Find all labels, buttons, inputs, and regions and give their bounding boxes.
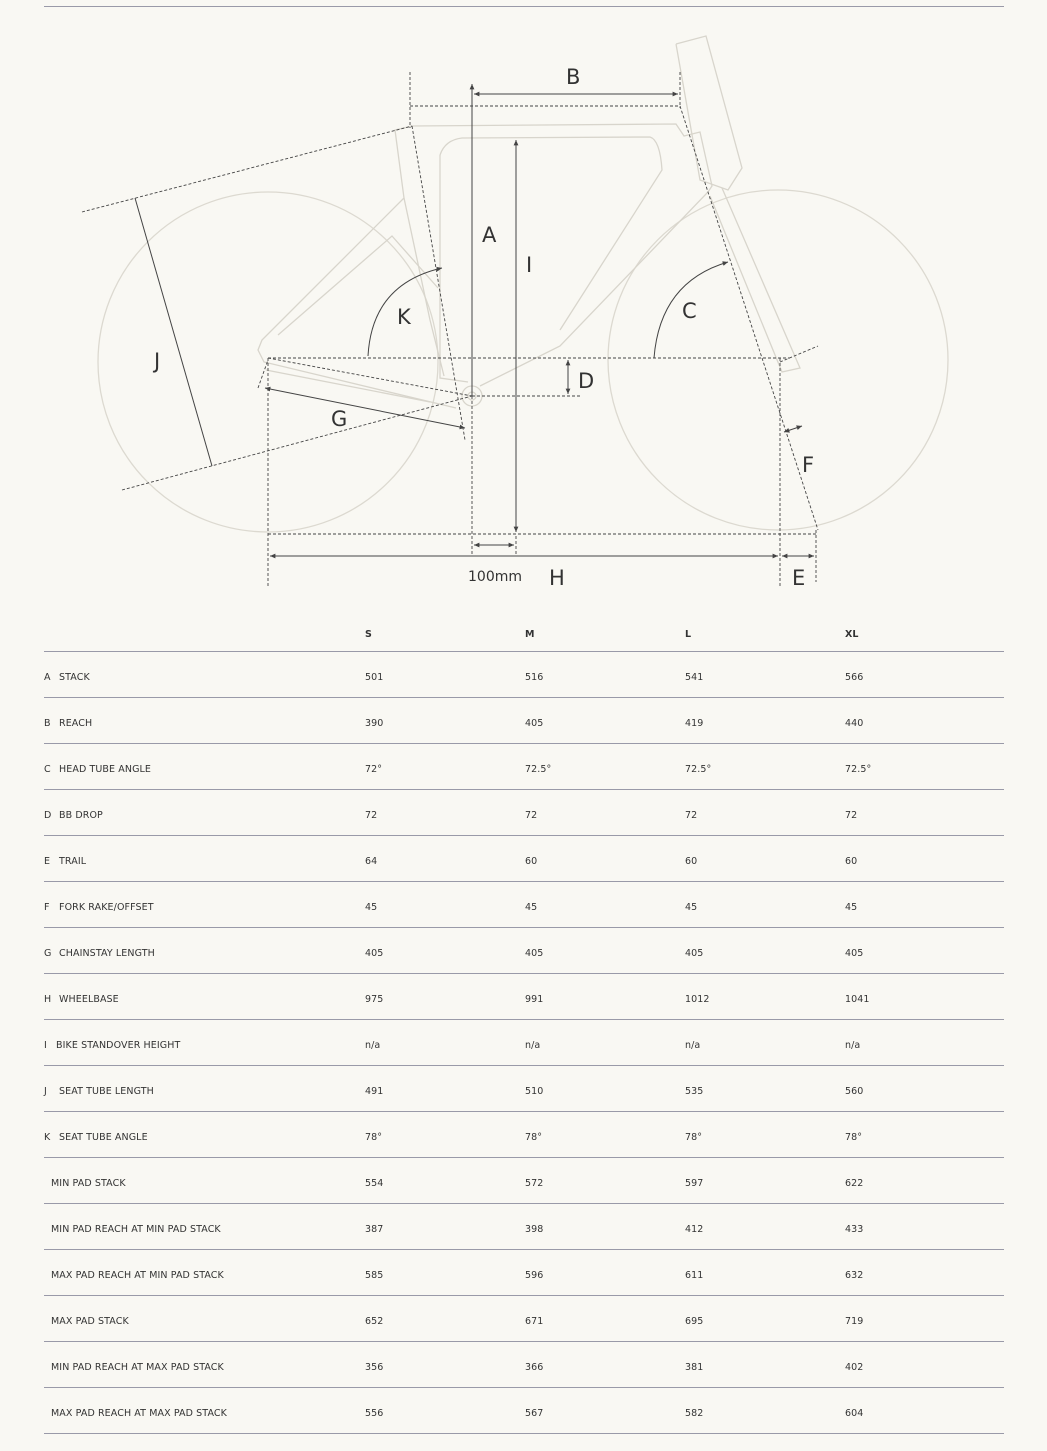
row-letter: J (44, 1086, 47, 1097)
size-header-m: M (525, 629, 535, 640)
value-xl: 566 (845, 672, 864, 683)
value-xl: 45 (845, 902, 858, 913)
row-letter: I (44, 1040, 47, 1051)
table-row (44, 1250, 1004, 1296)
value-xl: 405 (845, 948, 864, 959)
value-s: 652 (365, 1316, 384, 1327)
value-xl: 719 (845, 1316, 864, 1327)
row-label (44, 856, 86, 867)
value-m: 45 (525, 902, 538, 913)
value-m: 72 (525, 810, 538, 821)
value-s: 585 (365, 1270, 384, 1281)
value-s: 405 (365, 948, 384, 959)
value-l: 695 (685, 1316, 704, 1327)
table-row (44, 1066, 1004, 1112)
row-letter: B (44, 718, 51, 729)
value-l: 381 (685, 1362, 704, 1373)
value-m: n/a (525, 1040, 541, 1051)
table-row (44, 1388, 1004, 1434)
label-h: H (549, 566, 565, 590)
row-letter: E (44, 856, 51, 867)
row-letter: K (44, 1132, 51, 1143)
value-l: 45 (685, 902, 698, 913)
value-s: 390 (365, 718, 384, 729)
value-l: 405 (685, 948, 704, 959)
row-letter: D (44, 810, 52, 821)
table-row (44, 1158, 1004, 1204)
guide-lines (82, 72, 818, 588)
value-m: 405 (525, 948, 544, 959)
row-label-text: BIKE STANDOVER HEIGHT (56, 1040, 181, 1051)
dimension-j (135, 198, 212, 466)
table-row (44, 1020, 1004, 1066)
value-s: n/a (365, 1040, 381, 1051)
row-label: MAX PAD REACH AT MIN PAD STACK (51, 1270, 224, 1281)
row-label-text: CHAINSTAY LENGTH (59, 948, 155, 959)
value-xl: 60 (845, 856, 858, 867)
top-divider (44, 6, 1004, 7)
row-label-text: SEAT TUBE LENGTH (59, 1086, 154, 1097)
value-l: 611 (685, 1270, 704, 1281)
size-header-l: L (685, 629, 692, 640)
table-row (44, 744, 1004, 790)
value-s: 45 (365, 902, 378, 913)
value-m: 366 (525, 1362, 544, 1373)
value-m: 72.5° (525, 764, 552, 775)
value-xl: n/a (845, 1040, 861, 1051)
value-s: 356 (365, 1362, 384, 1373)
row-label: MIN PAD REACH AT MAX PAD STACK (51, 1362, 224, 1373)
value-m: 516 (525, 672, 544, 683)
value-xl: 433 (845, 1224, 864, 1235)
table-row (44, 882, 1004, 928)
value-s: 491 (365, 1086, 384, 1097)
table-row (44, 1296, 1004, 1342)
value-m: 572 (525, 1178, 544, 1189)
value-s: 554 (365, 1178, 384, 1189)
label-a: A (482, 223, 497, 247)
value-xl: 1041 (845, 994, 870, 1005)
value-l: 72 (685, 810, 698, 821)
value-m: 671 (525, 1316, 544, 1327)
row-label (44, 1086, 154, 1097)
value-s: 72° (365, 764, 383, 775)
value-l: 541 (685, 672, 704, 683)
row-letter: F (44, 902, 50, 913)
table-row (44, 1342, 1004, 1388)
row-label (44, 902, 154, 913)
front-wheel (608, 190, 948, 530)
dimension-f (784, 426, 802, 432)
row-letter: A (44, 672, 51, 683)
bike-geometry-diagram (0, 20, 1047, 600)
value-xl: 440 (845, 718, 864, 729)
value-xl: 72.5° (845, 764, 872, 775)
dimension-lines (135, 84, 814, 556)
row-label-text: REACH (59, 718, 93, 729)
table-row (44, 1204, 1004, 1250)
value-m: 567 (525, 1408, 544, 1419)
label-b: B (566, 65, 581, 89)
value-l: n/a (685, 1040, 701, 1051)
value-l: 72.5° (685, 764, 712, 775)
value-l: 597 (685, 1178, 704, 1189)
value-m: 991 (525, 994, 544, 1005)
value-xl: 402 (845, 1362, 864, 1373)
bike-frame (258, 36, 800, 408)
table-row (44, 1112, 1004, 1158)
label-scale: 100mm (468, 569, 522, 585)
value-xl: 78° (845, 1132, 863, 1143)
row-label (44, 1040, 180, 1051)
row-label-text: HEAD TUBE ANGLE (59, 764, 152, 775)
value-l: 412 (685, 1224, 704, 1235)
value-s: 501 (365, 672, 384, 683)
row-label (44, 718, 92, 729)
table-row (44, 652, 1004, 698)
value-l: 1012 (685, 994, 710, 1005)
row-label: MIN PAD REACH AT MIN PAD STACK (51, 1224, 221, 1235)
row-label: MAX PAD STACK (51, 1316, 129, 1327)
row-label-text: BB DROP (59, 810, 103, 821)
value-s: 556 (365, 1408, 384, 1419)
value-l: 78° (685, 1132, 703, 1143)
row-letter: G (44, 948, 52, 959)
table-header (44, 612, 1004, 652)
value-m: 405 (525, 718, 544, 729)
value-m: 510 (525, 1086, 544, 1097)
value-xl: 72 (845, 810, 858, 821)
value-xl: 632 (845, 1270, 864, 1281)
row-label (44, 948, 155, 959)
size-header-s: S (365, 629, 372, 640)
row-label (44, 672, 90, 683)
row-label-text: SEAT TUBE ANGLE (59, 1132, 148, 1143)
table-row (44, 836, 1004, 882)
row-letter: C (44, 764, 51, 775)
value-s: 64 (365, 856, 378, 867)
value-s: 72 (365, 810, 378, 821)
row-label (44, 810, 103, 821)
value-l: 535 (685, 1086, 704, 1097)
table-row (44, 928, 1004, 974)
value-xl: 604 (845, 1408, 864, 1419)
label-g: G (331, 407, 348, 431)
label-d: D (578, 369, 595, 393)
geometry-table (44, 612, 1004, 1434)
row-label-text: FORK RAKE/OFFSET (59, 902, 154, 913)
label-e: E (792, 566, 806, 590)
value-m: 398 (525, 1224, 544, 1235)
size-header-xl: XL (845, 629, 859, 640)
row-label: MIN PAD STACK (51, 1178, 126, 1189)
row-label (44, 994, 119, 1005)
table-row (44, 974, 1004, 1020)
row-letter: H (44, 994, 52, 1005)
label-f: F (802, 453, 815, 477)
row-label-text: STACK (59, 672, 90, 683)
value-xl: 560 (845, 1086, 864, 1097)
value-m: 60 (525, 856, 538, 867)
label-c: C (682, 299, 697, 323)
value-m: 78° (525, 1132, 543, 1143)
value-s: 387 (365, 1224, 384, 1235)
table-row (44, 698, 1004, 744)
value-s: 975 (365, 994, 384, 1005)
row-label (44, 1132, 148, 1143)
row-label-text: WHEELBASE (59, 994, 119, 1005)
value-l: 60 (685, 856, 698, 867)
row-label (44, 764, 151, 775)
value-s: 78° (365, 1132, 383, 1143)
row-label-text: TRAIL (59, 856, 87, 867)
value-m: 596 (525, 1270, 544, 1281)
value-l: 419 (685, 718, 704, 729)
value-l: 582 (685, 1408, 704, 1419)
value-xl: 622 (845, 1178, 864, 1189)
label-i: I (526, 253, 533, 277)
label-j: J (154, 349, 161, 373)
label-k: K (397, 305, 411, 329)
row-label: MAX PAD REACH AT MAX PAD STACK (51, 1408, 227, 1419)
table-row (44, 790, 1004, 836)
